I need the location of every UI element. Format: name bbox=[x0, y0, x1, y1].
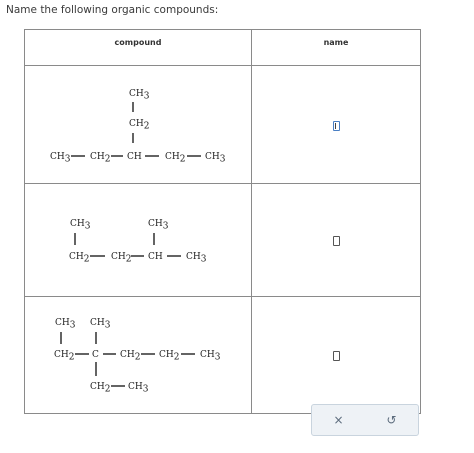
atom-label: CH2 bbox=[165, 152, 186, 165]
question-prompt: Name the following organic compounds: bbox=[6, 4, 219, 16]
table-row bbox=[25, 184, 421, 297]
atom-label: CH2 bbox=[54, 350, 75, 363]
atom-label: CH3 bbox=[55, 318, 76, 331]
atom-label: CH2 bbox=[90, 152, 111, 165]
name-answer-input-2[interactable] bbox=[333, 236, 340, 246]
undo-icon: ↺ bbox=[386, 413, 397, 427]
close-icon: × bbox=[333, 413, 344, 427]
compound-cell-2 bbox=[25, 184, 252, 297]
atom-label: CH3 bbox=[90, 318, 111, 331]
name-answer-input-1[interactable] bbox=[333, 121, 340, 131]
header-name: name bbox=[252, 30, 421, 66]
atom-label: CH2 bbox=[90, 382, 111, 395]
clear-button[interactable] bbox=[324, 409, 354, 431]
name-cell-1 bbox=[252, 66, 421, 184]
header-compound: compound bbox=[25, 30, 252, 66]
atom-label: CH3 bbox=[70, 219, 91, 232]
name-cell-2 bbox=[252, 184, 421, 297]
table-row bbox=[25, 66, 421, 184]
atom-label: CH3 bbox=[148, 219, 169, 232]
atom-label: CH2 bbox=[69, 252, 90, 265]
name-answer-input-3[interactable] bbox=[333, 351, 340, 361]
undo-button[interactable] bbox=[377, 409, 407, 431]
atom-label: CH3 bbox=[50, 152, 71, 165]
atom-label: CH3 bbox=[129, 89, 150, 102]
atom-label: CH bbox=[148, 252, 163, 262]
name-cell-3 bbox=[252, 297, 421, 414]
compound-cell-3 bbox=[25, 297, 252, 414]
atom-label: CH2 bbox=[120, 350, 141, 363]
compound-cell-1 bbox=[25, 66, 252, 184]
answer-action-bar bbox=[311, 404, 419, 436]
structure-2 bbox=[25, 184, 251, 296]
atom-label: CH3 bbox=[205, 152, 226, 165]
table-header-row bbox=[25, 30, 421, 66]
structure-1 bbox=[25, 66, 251, 183]
compounds-table bbox=[24, 29, 421, 414]
structure-3 bbox=[25, 297, 251, 413]
atom-label: CH bbox=[127, 152, 142, 162]
atom-label: CH2 bbox=[111, 252, 132, 265]
atom-label: CH2 bbox=[159, 350, 180, 363]
table-row bbox=[25, 297, 421, 414]
atom-label: CH3 bbox=[186, 252, 207, 265]
atom-label: CH3 bbox=[200, 350, 221, 363]
atom-label: CH3 bbox=[128, 382, 149, 395]
atom-label: CH2 bbox=[129, 119, 150, 132]
atom-label: C bbox=[92, 350, 99, 360]
